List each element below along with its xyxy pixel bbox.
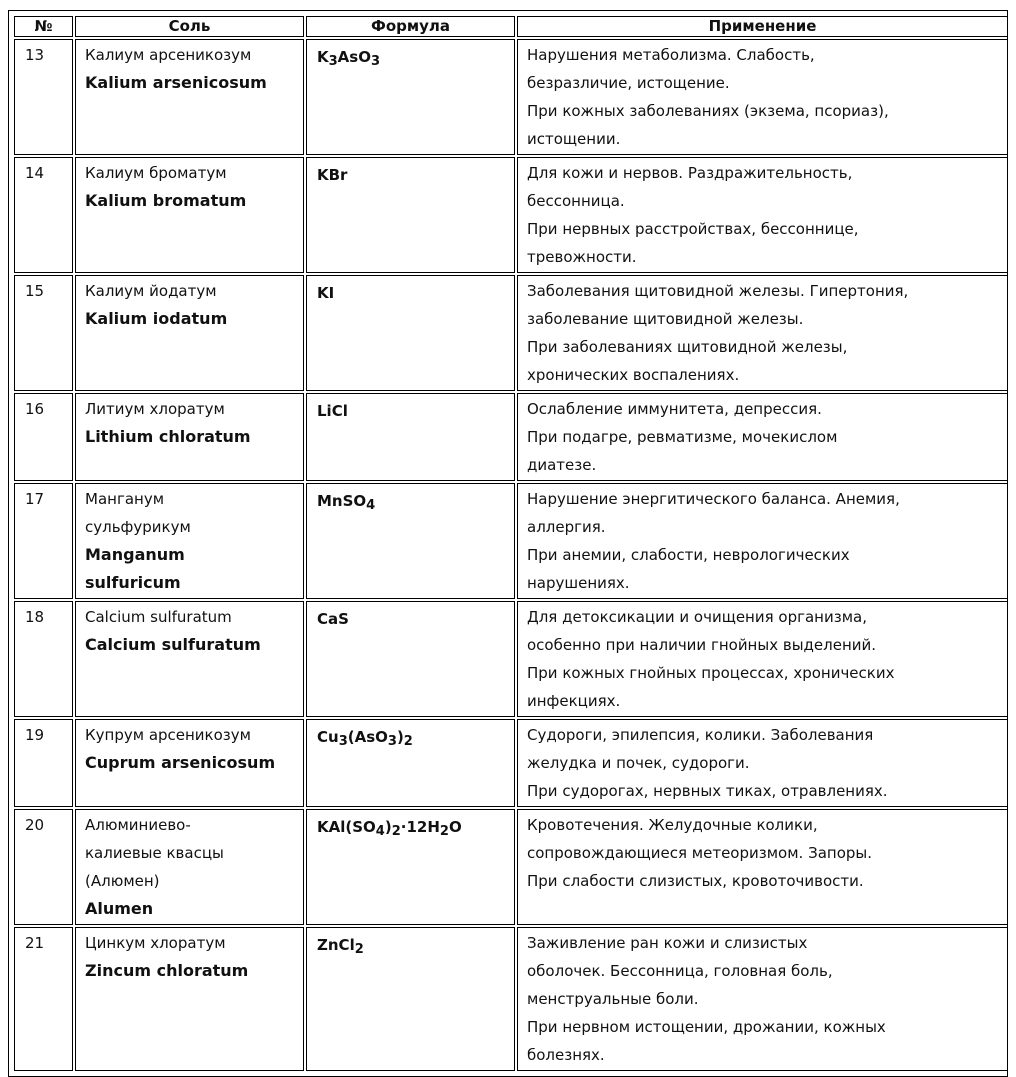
usage-cell bbox=[517, 39, 1008, 155]
salt-cell bbox=[75, 809, 304, 925]
formula-cell bbox=[306, 275, 515, 391]
salt-name-ru: Алюминиево- bbox=[85, 816, 191, 834]
header-salt: Соль bbox=[75, 16, 304, 37]
table-row bbox=[14, 601, 1008, 717]
formula-cell bbox=[306, 483, 515, 599]
usage-line: инфекциях. bbox=[527, 692, 621, 710]
row-number: 18 bbox=[14, 601, 73, 717]
usage-line: бессонница. bbox=[527, 192, 625, 210]
usage-line: истощении. bbox=[527, 130, 621, 148]
usage-line: Заболевания щитовидной железы. Гипертония, bbox=[527, 282, 909, 300]
formula-cell bbox=[306, 157, 515, 273]
formula-part: KAl(SO bbox=[317, 818, 376, 836]
formula-part: LiCl bbox=[317, 402, 348, 420]
salt-name-lat: Kalium bromatum bbox=[85, 191, 247, 210]
usage-line: Ослабление иммунитета, депрессия. bbox=[527, 400, 822, 418]
salt-cell bbox=[75, 483, 304, 599]
table-row bbox=[14, 927, 1008, 1071]
usage-line: Нарушение энергитического баланса. Анемия, bbox=[527, 490, 900, 508]
formula-part: AsO bbox=[337, 48, 371, 66]
usage-line: Судороги, эпилепсия, колики. Заболевания bbox=[527, 726, 874, 744]
usage-line: болезнях. bbox=[527, 1046, 605, 1064]
usage-line: При слабости слизистых, кровоточивости. bbox=[527, 872, 864, 890]
formula-part: ·12H bbox=[400, 818, 440, 836]
row-number: 21 bbox=[14, 927, 73, 1071]
salt-cell bbox=[75, 39, 304, 155]
formula-part: ) bbox=[384, 818, 392, 836]
row-number: 20 bbox=[14, 809, 73, 925]
salt-name-lat: Calcium sulfuratum bbox=[85, 635, 261, 654]
salt-name-ru: Литиум хлоратум bbox=[85, 400, 225, 418]
usage-line: При нервном истощении, дрожании, кожных bbox=[527, 1018, 886, 1036]
table-row bbox=[14, 719, 1008, 807]
formula-part: KBr bbox=[317, 166, 348, 184]
formula-part: ) bbox=[396, 728, 404, 746]
usage-line: диатезе. bbox=[527, 456, 597, 474]
usage-line: желудка и почек, судороги. bbox=[527, 754, 750, 772]
formula-part: KI bbox=[317, 284, 335, 302]
usage-line: При анемии, слабости, неврологических bbox=[527, 546, 850, 564]
salt-name-lat: Manganum bbox=[85, 545, 185, 564]
formula-subscript: 2 bbox=[354, 942, 364, 957]
salt-name-lat: Kalium iodatum bbox=[85, 309, 228, 328]
formula-part: K bbox=[317, 48, 329, 66]
salt-name-ru: Купрум арсеникозум bbox=[85, 726, 251, 744]
formula-part: MnSO bbox=[317, 492, 367, 510]
salt-name-lat: Alumen bbox=[85, 899, 154, 918]
formula-cell bbox=[306, 393, 515, 481]
salt-cell bbox=[75, 927, 304, 1071]
formula-subscript: 4 bbox=[375, 824, 385, 839]
usage-cell bbox=[517, 157, 1008, 273]
usage-line: хронических воспалениях. bbox=[527, 366, 740, 384]
usage-line: При кожных гнойных процессах, хронических bbox=[527, 664, 895, 682]
row-number: 19 bbox=[14, 719, 73, 807]
salt-name-ru: Calcium sulfuratum bbox=[85, 608, 232, 626]
header-formula: Формула bbox=[306, 16, 515, 37]
table-row bbox=[14, 157, 1008, 273]
formula-cell bbox=[306, 39, 515, 155]
usage-line: Заживление ран кожи и слизистых bbox=[527, 934, 808, 952]
formula-subscript: 2 bbox=[403, 734, 413, 749]
formula-part: (AsO bbox=[347, 728, 388, 746]
table-row bbox=[14, 809, 1008, 925]
header-usage: Применение bbox=[517, 16, 1008, 37]
header-row bbox=[14, 16, 1008, 37]
row-number: 16 bbox=[14, 393, 73, 481]
formula-part: CaS bbox=[317, 610, 349, 628]
usage-line: При подагре, ревматизме, мочекислом bbox=[527, 428, 838, 446]
row-number: 14 bbox=[14, 157, 73, 273]
usage-line: Для кожи и нервов. Раздражительность, bbox=[527, 164, 853, 182]
salts-table bbox=[12, 14, 1010, 1073]
salt-name-ru: Калиум броматум bbox=[85, 164, 227, 182]
formula-cell bbox=[306, 719, 515, 807]
row-number: 13 bbox=[14, 39, 73, 155]
salt-cell bbox=[75, 275, 304, 391]
row-number: 15 bbox=[14, 275, 73, 391]
salt-name-ru: Калиум йодатум bbox=[85, 282, 217, 300]
salt-name-lat: Kalium arsenicosum bbox=[85, 73, 267, 92]
usage-line: При судорогах, нервных тиках, отравлениях. bbox=[527, 782, 888, 800]
usage-line: менструальные боли. bbox=[527, 990, 699, 1008]
table-body bbox=[14, 39, 1008, 1071]
formula-subscript: 2 bbox=[391, 824, 401, 839]
table-row bbox=[14, 275, 1008, 391]
usage-line: тревожности. bbox=[527, 248, 637, 266]
usage-line: При заболеваниях щитовидной железы, bbox=[527, 338, 848, 356]
salt-name-ru: Калиум арсеникозум bbox=[85, 46, 252, 64]
salt-name-lat: sulfuricum bbox=[85, 573, 181, 592]
salt-name-ru: Цинкум хлоратум bbox=[85, 934, 226, 952]
usage-cell bbox=[517, 601, 1008, 717]
formula-subscript: 2 bbox=[439, 824, 449, 839]
salt-name-lat: Cuprum arsenicosum bbox=[85, 753, 276, 772]
usage-line: оболочек. Бессонница, головная боль, bbox=[527, 962, 833, 980]
table-row bbox=[14, 483, 1008, 599]
formula-part: Cu bbox=[317, 728, 339, 746]
salt-name-lat: Zincum chloratum bbox=[85, 961, 249, 980]
usage-cell bbox=[517, 719, 1008, 807]
usage-line: особенно при наличии гнойных выделений. bbox=[527, 636, 877, 654]
usage-cell bbox=[517, 275, 1008, 391]
formula-cell bbox=[306, 927, 515, 1071]
usage-line: Для детоксикации и очищения организма, bbox=[527, 608, 867, 626]
usage-line: При нервных расстройствах, бессоннице, bbox=[527, 220, 859, 238]
usage-line: заболевание щитовидной железы. bbox=[527, 310, 804, 328]
usage-line: Нарушения метаболизма. Слабость, bbox=[527, 46, 815, 64]
table-row bbox=[14, 39, 1008, 155]
usage-line: безразличие, истощение. bbox=[527, 74, 730, 92]
usage-cell bbox=[517, 927, 1008, 1071]
formula-subscript: 3 bbox=[387, 734, 397, 749]
table-row bbox=[14, 393, 1008, 481]
formula-cell bbox=[306, 601, 515, 717]
formula-subscript: 3 bbox=[328, 54, 338, 69]
salt-cell bbox=[75, 601, 304, 717]
salt-name-ru: Манганум bbox=[85, 490, 165, 508]
salt-name-ru: калиевые квасцы bbox=[85, 844, 224, 862]
salt-name-lat: Lithium chloratum bbox=[85, 427, 251, 446]
usage-line: При кожных заболеваниях (экзема, псориаз), bbox=[527, 102, 889, 120]
salt-cell bbox=[75, 393, 304, 481]
formula-subscript: 3 bbox=[338, 734, 348, 749]
formula-subscript: 3 bbox=[370, 54, 381, 69]
formula-subscript: 4 bbox=[366, 498, 376, 513]
salt-cell bbox=[75, 719, 304, 807]
usage-line: Кровотечения. Желудочные колики, bbox=[527, 816, 818, 834]
usage-line: нарушениях. bbox=[527, 574, 630, 592]
formula-part: O bbox=[448, 818, 462, 836]
salt-name-ru: (Алюмен) bbox=[85, 872, 160, 890]
formula-cell bbox=[306, 809, 515, 925]
salt-cell bbox=[75, 157, 304, 273]
table-frame bbox=[8, 10, 1008, 1077]
header-num: № bbox=[14, 16, 73, 37]
usage-cell bbox=[517, 393, 1008, 481]
salt-name-ru: сульфурикум bbox=[85, 518, 191, 536]
row-number: 17 bbox=[14, 483, 73, 599]
usage-cell bbox=[517, 809, 1008, 925]
usage-cell bbox=[517, 483, 1008, 599]
usage-line: сопровождающиеся метеоризмом. Запоры. bbox=[527, 844, 872, 862]
usage-line: аллергия. bbox=[527, 518, 606, 536]
formula-part: ZnCl bbox=[317, 936, 355, 954]
